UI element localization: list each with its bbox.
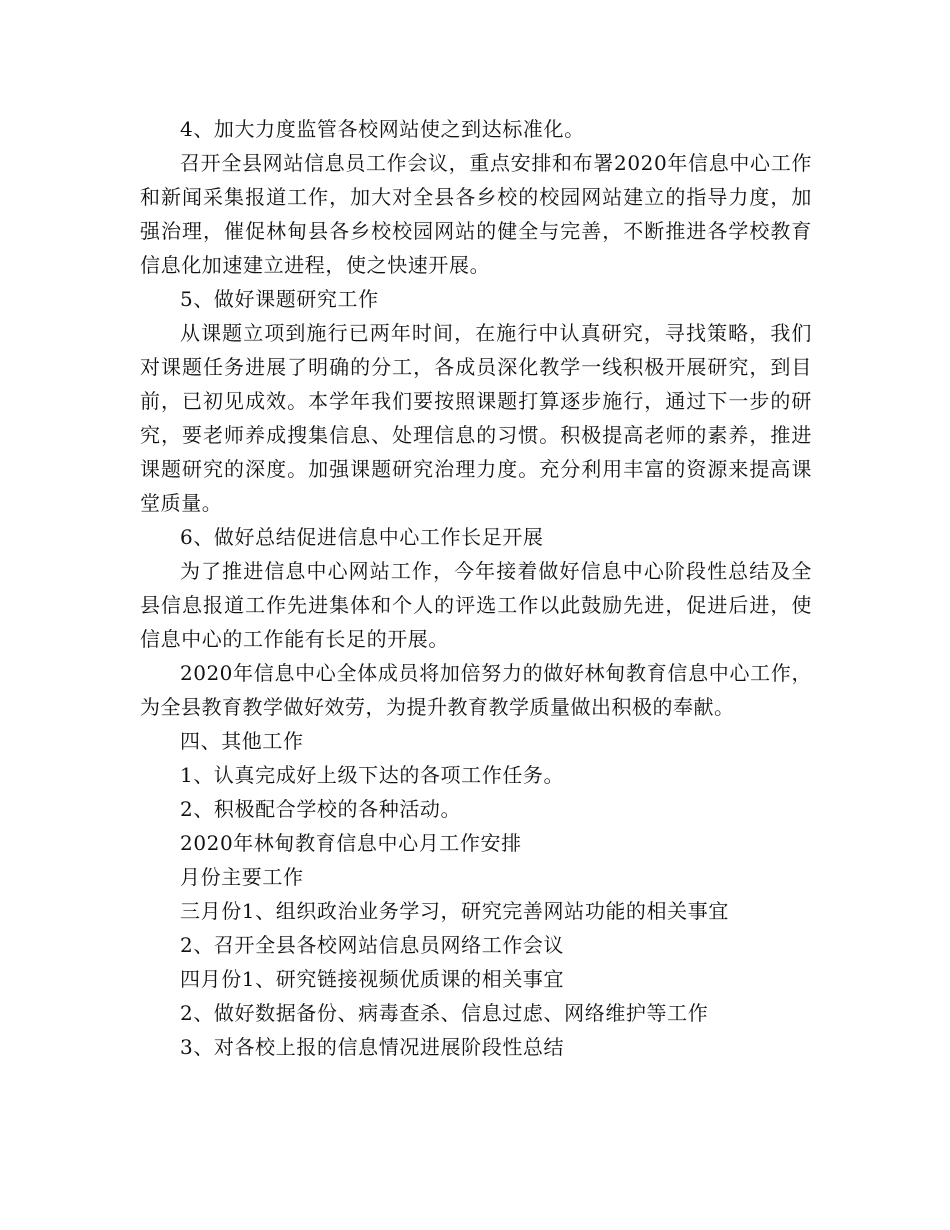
body-paragraph: 为了推进信息中心网站工作，今年接着做好信息中心阶段性总结及全县信息报道工作先进集体和个人的评选工作以此鼓励先进，促进后进，使信息中心的工作能有长足的开展。	[140, 559, 812, 651]
schedule-row: 2、召开全县各校网站信息员网络工作会议	[180, 933, 565, 957]
item-heading-5: 5、做好课题研究工作	[180, 287, 379, 311]
item-heading-6: 6、做好总结促进信息中心工作长足开展	[180, 525, 544, 549]
body-paragraph: 2020年信息中心全体成员将加倍努力的做好林甸教育信息中心工作，为全县教育教学做好效劳，为提升教育教学质量做出积极的奉献。	[140, 661, 812, 719]
schedule-row: 四月份1、研究链接视频优质课的相关事宜	[180, 967, 565, 991]
document-page	[140, 112, 812, 1064]
schedule-row: 三月份1、组织政治业务学习，研究完善网站功能的相关事宜	[180, 899, 729, 923]
body-paragraph: 从课题立项到施行已两年时间，在施行中认真研究，寻找策略，我们对课题任务进展了明确的分工，各成员深化教学一线积极开展研究，到目前，已初见成效。本学年我们要按照课题打算逐步施行，通过下一步的研究，要老师养成搜集信息、处理信息的习惯。积极提高老师的素养，推进课题研究的深度。加强课题研究治理力度。充分利用丰富的资源来提高课堂质量。	[140, 321, 812, 515]
schedule-row: 3、对各校上报的信息情况进展阶段性总结	[180, 1035, 565, 1059]
schedule-title: 2020年林甸教育信息中心月工作安排	[180, 831, 522, 855]
schedule-row: 2、做好数据备份、病毒查杀、信息过虑、网络维护等工作	[180, 1001, 709, 1025]
schedule-header: 月份主要工作	[180, 865, 304, 889]
body-paragraph: 召开全县网站信息员工作会议，重点安排和布署2020年信息中心工作和新闻采集报道工作，加大对全县各乡校的校园网站建立的指导力度，加强治理，催促林甸县各乡校校园网站的健全与完善，不断推进各学校教育信息化加速建立进程，使之快速开展。	[140, 151, 812, 277]
list-item: 1、认真完成好上级下达的各项工作任务。	[180, 763, 565, 787]
item-heading-4: 4、加大力度监管各校网站使之到达标准化。	[180, 117, 585, 141]
section-heading-other-work: 四、其他工作	[180, 729, 304, 753]
list-item: 2、积极配合学校的各种活动。	[180, 797, 462, 821]
